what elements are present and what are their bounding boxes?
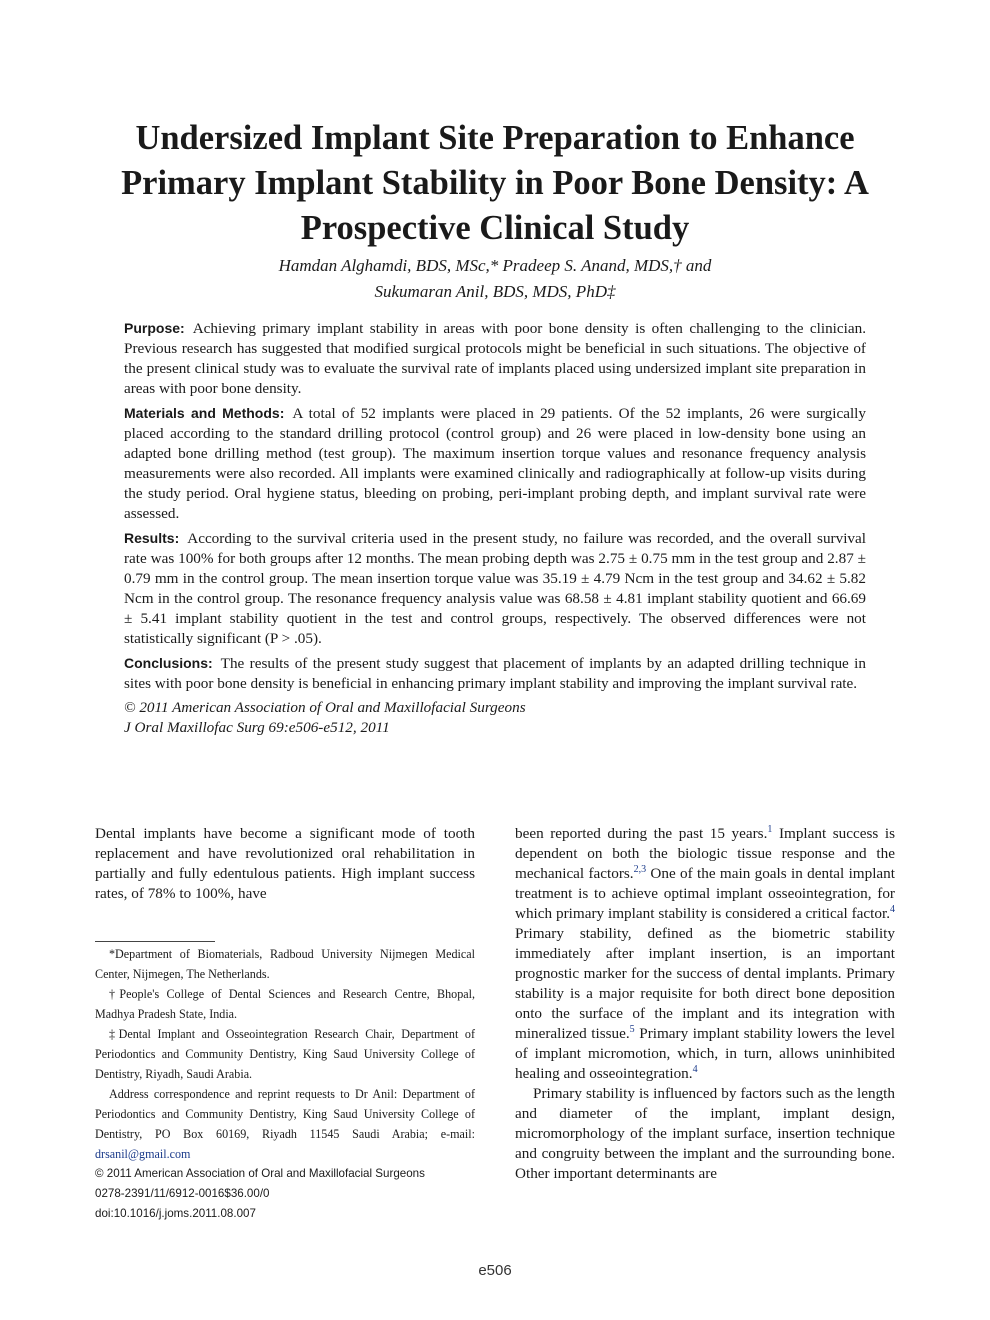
- reference-link[interactable]: 4: [692, 1063, 698, 1075]
- footnote-copyright: © 2011 American Association of Oral and Maxillofacial Surgeons: [95, 1167, 425, 1180]
- email-link[interactable]: drsanil@gmail.com: [95, 1147, 191, 1161]
- affiliation-1: *Department of Biomaterials, Radboud University Nijmegen Medical Center, Nijmegen, The Netherlands.: [95, 947, 475, 981]
- abstract-purpose: [124, 318, 866, 399]
- abstract-copyright: © 2011 American Association of Oral and Maxillofacial Surgeons: [124, 699, 526, 716]
- conclusions-text: The results of the present study suggest that placement of implants by an adapted drilling technique in sites with poor bone density is beneficial in enhancing primary implant stability and improving the implant survival rate.: [124, 655, 866, 692]
- journal-citation: J Oral Maxillofac Surg 69:e506-e512, 2011: [124, 719, 390, 736]
- body-text: Primary stability, defined as the biometric stability immediately after implant insertion, is an important prognostic marker for the success of dental implants. Primary stability is a major requisite for both direct bone deposition onto the surface of the implant and its integration with mineralized tissue.: [515, 925, 895, 1042]
- body-paragraph-2: Primary stability is influenced by factors such as the length and diameter of the implant, implant design, micromorphology of the implant surface, insertion technique and congruity between the implant and the surrounding bone. Other important determinants are: [515, 1085, 895, 1182]
- methods-heading: Materials and Methods:: [124, 405, 285, 421]
- author-list: [95, 253, 895, 305]
- page-number: e506: [478, 1262, 512, 1279]
- body-column-right: [515, 824, 895, 1184]
- purpose-text: Achieving primary implant stability in areas with poor bone density is often challenging to the clinician. Previous research has suggested that modified surgical protocols might be beneficial in such situations. The objective of the present clinical study was to evaluate the survival rate of implants placed using undersized implant site preparation in areas with poor bone density.: [124, 320, 866, 397]
- correspondence-address: [95, 1084, 475, 1164]
- issn-line: 0278-2391/11/6912-0016$36.00/0: [95, 1187, 270, 1200]
- authors-line-2: Sukumaran Anil, BDS, MDS, PhD‡: [374, 282, 616, 301]
- purpose-heading: Purpose:: [124, 320, 185, 336]
- intro-paragraph: Dental implants have become a significant mode of tooth replacement and have revolutionized oral rehabilitation in partially and fully edentulous patients. High implant success rates, of 78% to 100%, have: [95, 825, 475, 902]
- footnotes: [95, 944, 475, 1224]
- results-text: According to the survival criteria used in the present study, no failure was recorded, and the overall survival rate was 100% for both groups after 12 months. The mean probing depth was 2.75 ± 0.75 mm in the test group and 2.87 ± 0.79 mm in the control group. The mean insertion torque value was 35.19 ± 4.79 Ncm in the test group and 34.62 ± 5.82 Ncm in the control group. The resonance frequency analysis value was 68.58 ± 4.81 implant stability quotient and 66.69 ± 5.41 implant stability quotient in the test and control groups, respectively. The observed differences were not statistically significant (P > .05).: [124, 530, 866, 647]
- reference-link[interactable]: 5: [629, 1023, 635, 1035]
- abstract-results: [124, 528, 866, 649]
- body-text: One of the main goals in dental implant treatment is to achieve optimal implant osseointegration, for which primary implant stability is considered a critical factor.: [515, 865, 895, 922]
- body-column-left: [95, 824, 475, 904]
- body-text: been reported during the past 15 years.: [515, 825, 768, 842]
- authors-line-1: Hamdan Alghamdi, BDS, MSc,* Pradeep S. Anand, MDS,† and: [278, 256, 712, 275]
- reference-link[interactable]: 4: [890, 903, 895, 915]
- article-title: Undersized Implant Site Preparation to Enhance Primary Implant Stability in Poor Bone Density: A Prospective Clinical Study: [121, 119, 869, 247]
- body-paragraph-1: [515, 824, 895, 1084]
- reference-link[interactable]: 1: [767, 823, 773, 835]
- affiliation-3: ‡Dental Implant and Osseointegration Research Chair, Department of Periodontics and Community Dentistry, King Saud University College of Dentistry, Riyadh, Saudi Arabia.: [95, 1027, 475, 1081]
- results-heading: Results:: [124, 530, 180, 546]
- abstract: [124, 318, 866, 738]
- body-text: Primary implant stability lowers the level of implant micromotion, which, in turn, allows uninhibited healing and osseointegration.: [515, 1025, 896, 1082]
- abstract-methods: [124, 403, 866, 524]
- footnote-divider: [95, 941, 215, 942]
- address-text: Address correspondence and reprint requests to Dr Anil: Department of Periodontics and Community Dentistry, King Saud University College of Dentistry, PO Box 60169, Riyadh 11545 Saudi Arabia; e-mail:: [95, 1087, 475, 1141]
- reference-link[interactable]: 2,3: [633, 863, 647, 875]
- doi-line[interactable]: doi:10.1016/j.joms.2011.08.007: [95, 1207, 256, 1220]
- affiliation-2: †People's College of Dental Sciences and Research Centre, Bhopal, Madhya Pradesh State, India.: [95, 987, 475, 1021]
- conclusions-heading: Conclusions:: [124, 655, 213, 671]
- methods-text: A total of 52 implants were placed in 29 patients. Of the 52 implants, 26 were surgically placed according to the standard drilling protocol (control group) and 26 were placed in low-density bone using an adapted bone drilling method (test group). The maximum insertion torque values and resonance frequency analysis measurements were also recorded. All implants were examined clinically and radiographically at follow-up visits during the study period. Oral hygiene status, bleeding on probing, peri-implant probing depth, and implant survival rate were assessed.: [124, 405, 866, 522]
- body-text: Implant success is dependent on both the biologic tissue response and the mechanical factors.: [515, 825, 895, 882]
- abstract-conclusions: [124, 653, 866, 694]
